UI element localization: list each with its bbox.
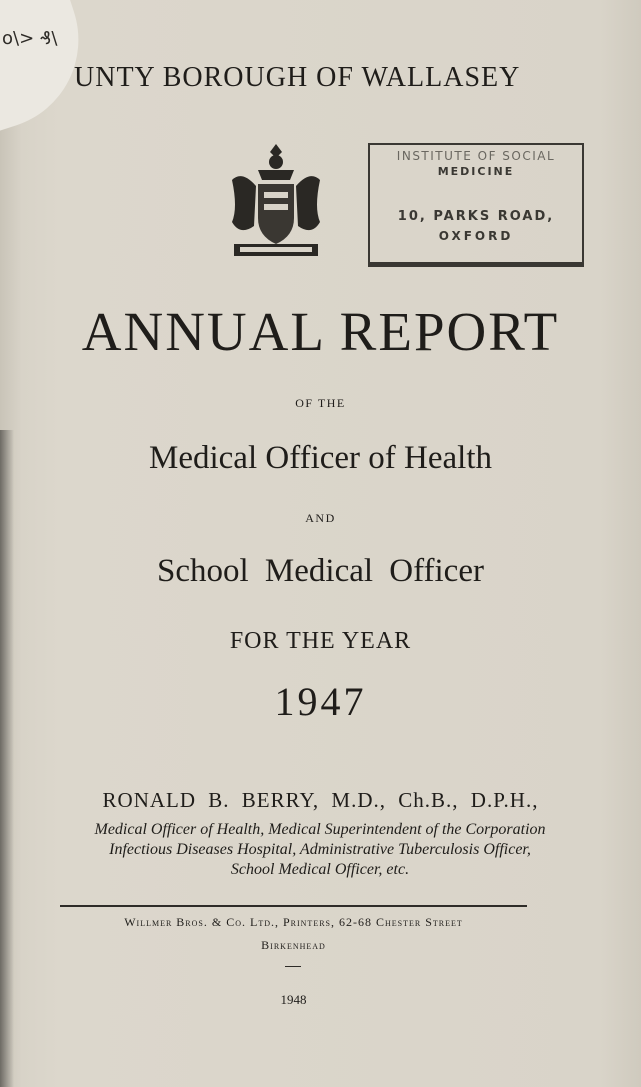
borough-crest-icon	[228, 140, 324, 268]
of-the-label: OF THE	[295, 396, 346, 410]
stamp-line-address: 10, PARKS ROAD,	[397, 209, 555, 224]
imprint-dash	[285, 966, 301, 967]
author-credentials-line-1: Medical Officer of Health, Medical Superintendent of the Corporation	[94, 821, 546, 838]
binding-shadow	[0, 430, 14, 1087]
officer-title-health: Medical Officer of Health	[149, 440, 492, 476]
imprint-divider	[60, 905, 527, 907]
library-stamp	[368, 143, 584, 265]
report-year: 1947	[274, 679, 367, 724]
officer-title-school: School Medical Officer	[157, 553, 484, 589]
stamp-line-institute: INSTITUTE OF SOCIAL	[396, 149, 556, 163]
author-credentials-line-3: School Medical Officer, etc.	[230, 861, 410, 878]
county-title: UNTY BOROUGH OF WALLASEY	[74, 62, 521, 93]
stamp-line-city: OXFORD	[438, 229, 514, 243]
corner-handwriting: o\> ₰\	[2, 28, 58, 49]
for-the-year-label: FOR THE YEAR	[229, 628, 412, 654]
stamp-line-medicine: MEDICINE	[437, 165, 515, 178]
printer-imprint: Willmer Bros. & Co. Ltd., Printers, 62-68 Chester Street	[124, 915, 463, 929]
report-title: ANNUAL REPORT	[81, 301, 560, 362]
stamp-border-bottom	[368, 262, 584, 267]
print-year: 1948	[280, 992, 307, 1007]
and-label: AND	[305, 511, 336, 525]
author-credentials-line-2: Infectious Diseases Hospital, Administrative Tuberculosis Officer,	[109, 841, 531, 858]
printer-city: Birkenhead	[261, 938, 326, 952]
author-name: RONALD B. BERRY, M.D., Ch.B., D.P.H.,	[102, 788, 539, 812]
